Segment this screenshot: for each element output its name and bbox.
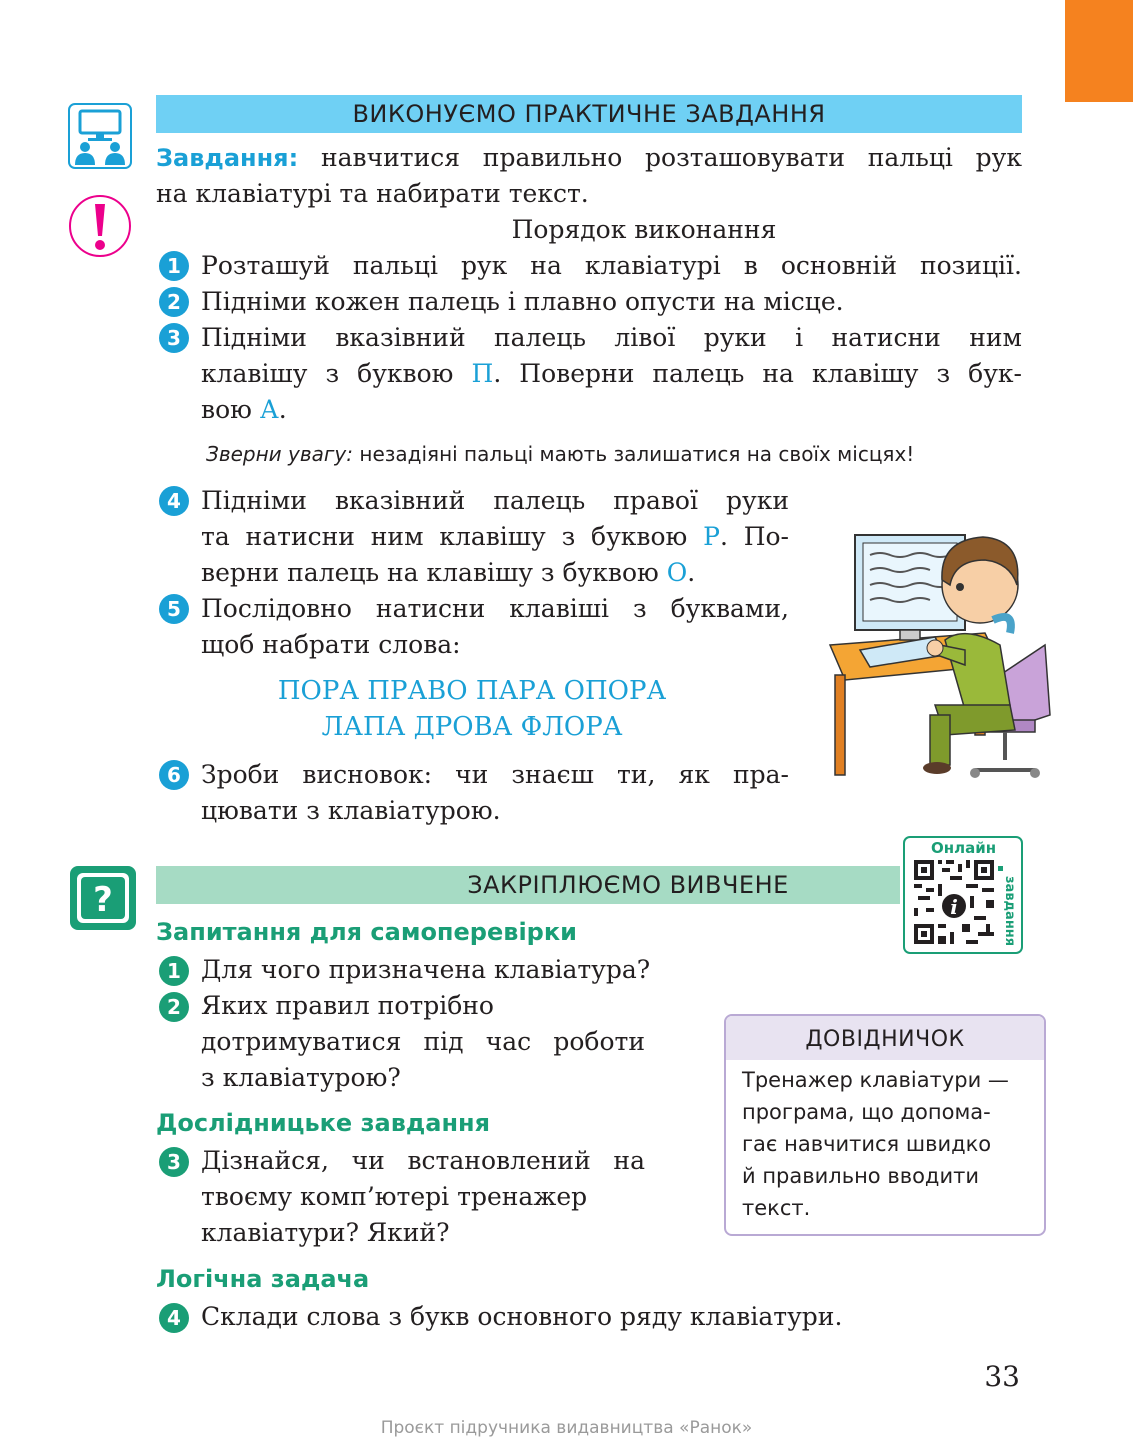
- step-number-6: 6: [159, 760, 189, 790]
- procedure-title: Порядок виконання: [511, 215, 777, 244]
- step-4-line-3-b: .: [687, 558, 696, 587]
- review-section-banner: [156, 866, 900, 904]
- review-banner-title: ЗАКРІПЛЮЄМО ВИВЧЕНЕ: [467, 871, 789, 899]
- page-number: 33: [984, 1360, 1020, 1393]
- chapter-tab: [1065, 0, 1133, 102]
- step-3-line-3-b: .: [278, 395, 287, 424]
- step-number-4: 4: [159, 486, 189, 516]
- self-check-heading: Запитання для самоперевірки: [156, 918, 577, 946]
- question-number-4: 4: [159, 1303, 189, 1333]
- letter-a: А: [259, 395, 279, 424]
- letter-o: О: [666, 558, 688, 587]
- step-3-line-2: [201, 356, 1022, 392]
- question-3-line-1: Дізнайся, чи встановлений на: [201, 1146, 645, 1175]
- question-2-line-1: Яких правил потрібно: [201, 991, 494, 1020]
- question-review-icon: [69, 865, 137, 931]
- question-number-3: 3: [159, 1147, 189, 1177]
- step-3-line-2-a: клавішу з буквою: [201, 359, 472, 388]
- publisher-footer: Проєкт підручника видавництва «Ранок»: [380, 1418, 753, 1438]
- online-tasks-qr-code[interactable]: [903, 836, 1023, 954]
- glossary-line-4: й правильно вводити: [742, 1164, 979, 1188]
- step-2-text: Підніми кожен палець і плавно опусти на місце.: [201, 287, 844, 316]
- step-3-line-3: [201, 392, 1022, 428]
- glossary-title: ДОВІДНИЧОК: [726, 1016, 1044, 1060]
- step-6-line-2: цювати з клавіатурою.: [201, 796, 501, 825]
- step-3-line-1: Підніми вказівний палець лівої руки і натисни ним: [201, 323, 1022, 352]
- qr-label-tasks: завдання: [1002, 876, 1017, 947]
- words-line-2: ЛАПА ДРОВА ФЛОРА: [321, 712, 623, 742]
- glossary-box: [724, 1014, 1046, 1236]
- step-4-line-2-b: . По-: [719, 522, 789, 551]
- task-label: Завдання:: [156, 144, 299, 172]
- step-number-2: 2: [159, 287, 189, 317]
- step-3-line-3-a: вою: [201, 395, 260, 424]
- question-2-line-3: з клавіатурою?: [201, 1063, 401, 1092]
- step-1-text: Розташуй пальці рук на клавіатурі в основній позиції.: [201, 251, 1022, 280]
- step-5-line-1: Послідовно натисни клавіші з буквами,: [201, 594, 789, 623]
- step-5-line-2: щоб набрати слова:: [201, 630, 461, 659]
- question-2-line-2: дотримуватися під час роботи: [201, 1027, 645, 1056]
- research-heading: Дослідницьке завдання: [156, 1109, 491, 1137]
- logic-heading: Логічна задача: [156, 1265, 370, 1293]
- step-4-line-1: Підніми вказівний палець правої руки: [201, 486, 789, 515]
- glossary-line-2: програма, що допома-: [742, 1100, 991, 1124]
- svg-text:i: i: [950, 895, 958, 919]
- step-4-line-3-a: верни палець на клавішу з буквою: [201, 558, 667, 587]
- glossary-body: [726, 1060, 1044, 1224]
- practice-banner-title: ВИКОНУЄМО ПРАКТИЧНЕ ЗАВДАННЯ: [352, 100, 826, 128]
- glossary-line-1: Тренажер клавіатури —: [742, 1068, 1009, 1092]
- note-label: Зверни увагу:: [206, 442, 354, 466]
- note-text: незадіяні пальці мають залишатися на своїх місцях!: [359, 442, 915, 466]
- question-3-line-3: клавіатури? Який?: [201, 1218, 450, 1247]
- question-3-line-2: твоєму комп’ютері тренажер: [201, 1182, 588, 1211]
- letter-r: Р: [703, 522, 720, 551]
- step-4-line-2: [201, 519, 789, 555]
- task-text-1: навчитися правильно розташовувати пальці рук: [320, 143, 1022, 172]
- question-4-text: Склади слова з букв основного ряду клавіатури.: [201, 1302, 843, 1331]
- task-line-1: [156, 140, 1022, 176]
- step-number-1: 1: [159, 251, 189, 281]
- qr-label-online: Онлайн: [931, 839, 997, 857]
- step-3-line-2-b: . Поверни палець на клавішу з бук-: [493, 359, 1022, 388]
- step-number-5: 5: [159, 594, 189, 624]
- step-6-line-1: Зроби висновок: чи знаєш ти, як пра-: [201, 760, 789, 789]
- question-1-text: Для чого призначена клавіатура?: [201, 955, 651, 984]
- question-number-1: 1: [159, 956, 189, 986]
- attention-note: [206, 440, 1026, 468]
- svg-text:?: ?: [93, 880, 113, 920]
- step-number-3: 3: [159, 323, 189, 353]
- step-4-line-2-a: та натисни ним клавішу з буквою: [201, 522, 704, 551]
- step-4-line-3: [201, 555, 789, 591]
- attention-exclamation-icon: [68, 194, 132, 258]
- question-number-2: 2: [159, 992, 189, 1022]
- task-line-2: на клавіатурі та набирати текст.: [156, 179, 589, 208]
- boy-at-computer-illustration: [825, 515, 1065, 785]
- glossary-line-5: текст.: [742, 1196, 811, 1220]
- words-line-1: ПОРА ПРАВО ПАРА ОПОРА: [277, 676, 667, 706]
- glossary-line-3: гає навчитися швидко: [742, 1132, 992, 1156]
- practice-section-banner: [156, 95, 1022, 133]
- practice-computer-icon: [68, 103, 132, 169]
- letter-p: П: [471, 359, 494, 388]
